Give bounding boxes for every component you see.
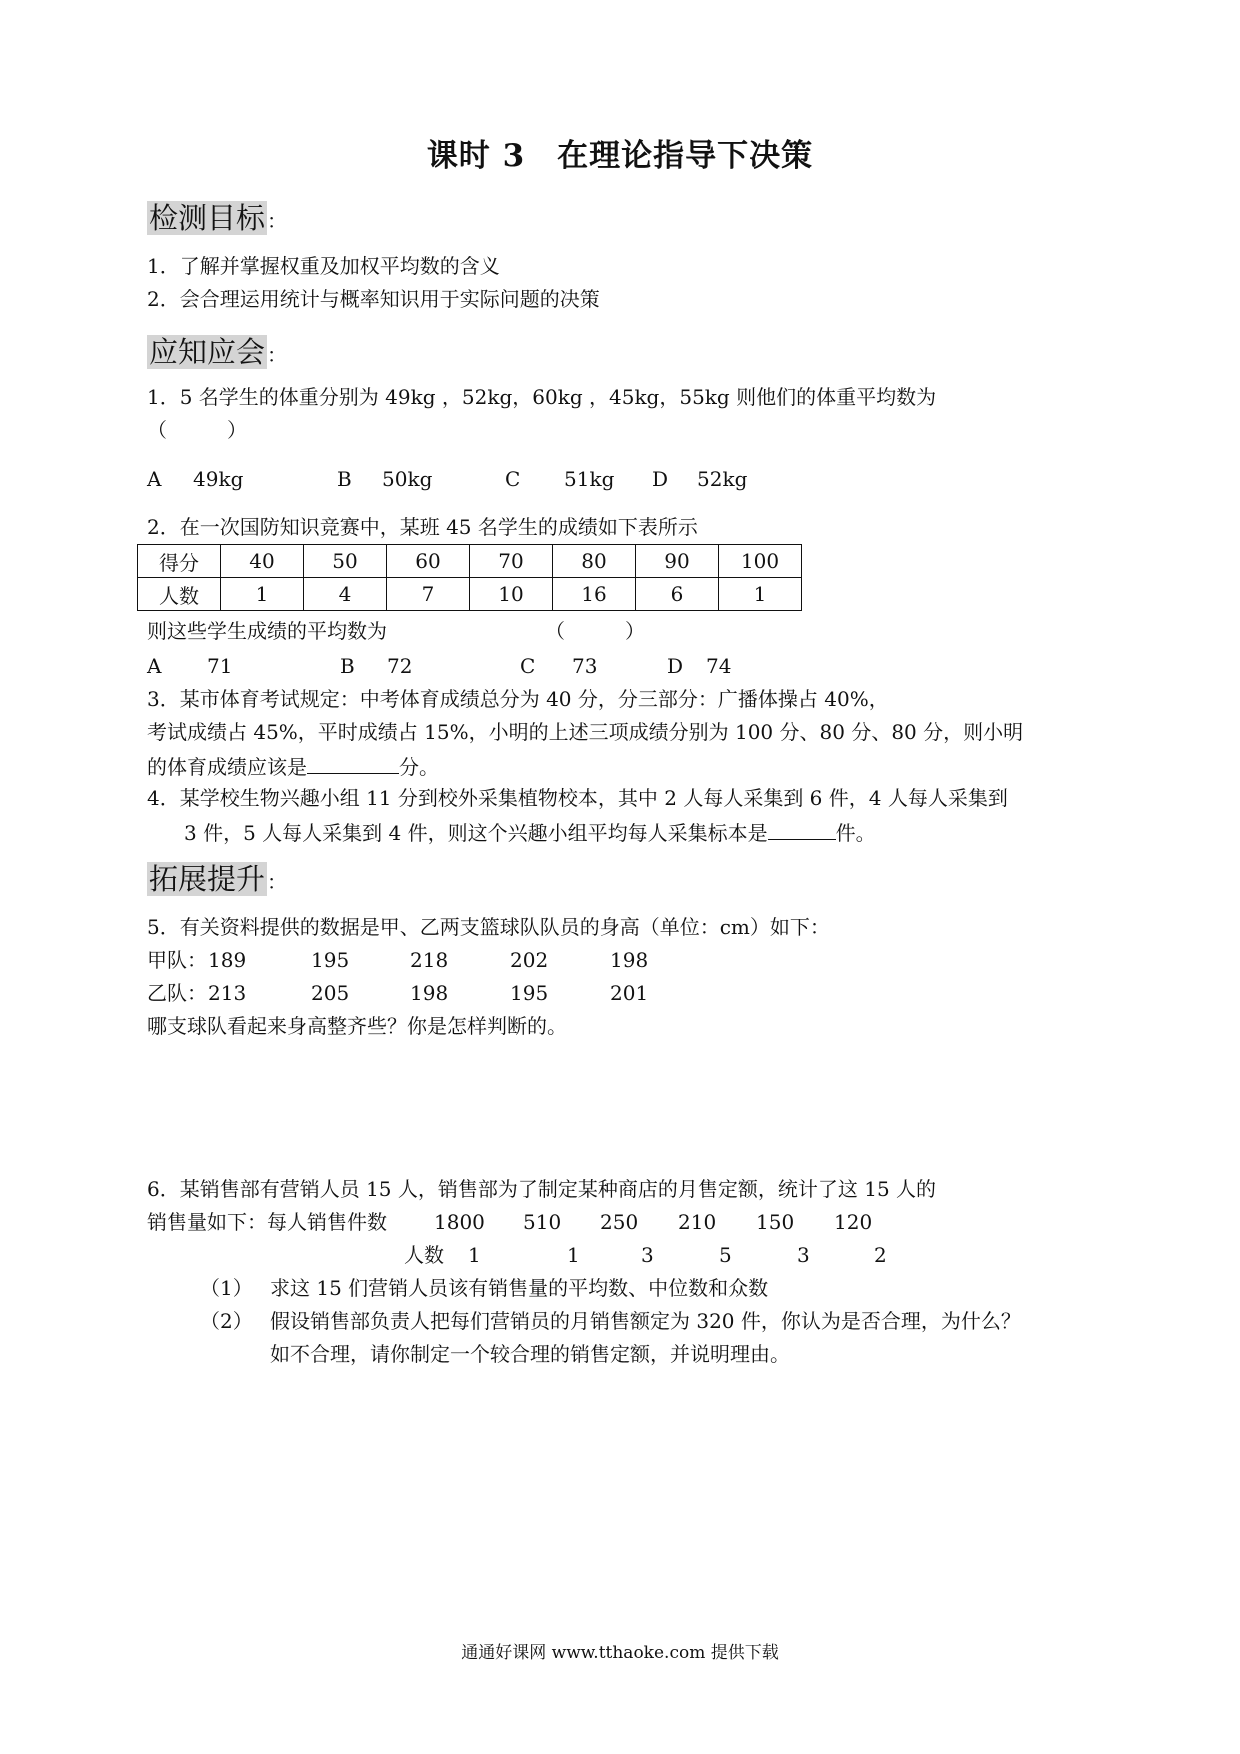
section-heading-basics-colon: ： <box>267 343 288 367</box>
sales-value: 1800 <box>434 1210 485 1234</box>
count-row-label: 人数 <box>404 1243 444 1267</box>
sales-value: 120 <box>834 1210 873 1234</box>
question-2-option-b-label: B <box>340 654 355 678</box>
sub-question-2-number: （2） <box>200 1309 253 1333</box>
question-2-prompt: 则这些学生成绩的平均数为 <box>147 619 387 643</box>
score-table-cell: 4 <box>304 578 387 611</box>
question-3-unit: 分。 <box>399 755 439 779</box>
score-table-cell: 70 <box>470 545 553 578</box>
score-table <box>137 544 802 611</box>
question-1-stem: 1．5 名学生的体重分别为 49kg ，52kg，60kg ，45kg，55kg 则他们的体重平均数为 <box>147 385 937 409</box>
question-2-option-d-text: 74 <box>706 654 732 678</box>
option-label: A <box>147 467 162 491</box>
team-b-height: 201 <box>610 981 649 1005</box>
question-2-answer-paren: （ ） <box>545 619 645 643</box>
section-heading-advanced <box>147 857 287 898</box>
score-table-cell: 1 <box>221 578 304 611</box>
question-3-answer-blank[interactable] <box>307 751 399 774</box>
team-b-height: 213 <box>208 981 247 1005</box>
question-2-option-a-text: 71 <box>207 654 233 678</box>
score-table-row-counts <box>138 578 802 611</box>
question-2-option-c-text: 73 <box>572 654 598 678</box>
team-b-label: 乙队： <box>147 981 207 1005</box>
team-a-height: 189 <box>208 948 247 972</box>
score-table-cell: 10 <box>470 578 553 611</box>
page-footer: 通通好课网 www.tthaoke.com 提供下载 <box>461 1643 779 1663</box>
sub-question-1-text: 求这 15 们营销人员该有销售量的平均数、中位数和众数 <box>270 1276 769 1300</box>
section-heading-basics-text: 应知应会 <box>149 335 266 369</box>
question-1-option-a <box>147 465 161 493</box>
count-value: 2 <box>874 1243 887 1267</box>
sales-value: 510 <box>523 1210 562 1234</box>
sub-question-2-text: 假设销售部负责人把每们营销员的月销售额定为 320 件，你认为是否合理，为什么？ <box>270 1309 1021 1333</box>
count-value: 1 <box>567 1243 580 1267</box>
team-a-height: 198 <box>610 948 649 972</box>
question-2-option-d-label: D <box>667 654 684 678</box>
score-table-cell: 40 <box>221 545 304 578</box>
count-value: 3 <box>797 1243 810 1267</box>
goal-item: 2．会合理运用统计与概率知识用于实际问题的决策 <box>147 287 600 311</box>
question-4-line: 4．某学校生物兴趣小组 11 分到校外采集植物校本，其中 2 人每人采集到 6 件，4 人每人采集到 <box>147 786 1008 810</box>
sales-value: 210 <box>678 1210 717 1234</box>
section-heading-goals-text: 检测目标 <box>149 201 266 235</box>
section-heading-basics <box>147 330 287 371</box>
question-4-text: 3 件，5 人每人采集到 4 件，则这个兴趣小组平均每人采集标本是 <box>184 821 768 845</box>
question-1-option-b-label: B <box>337 467 352 491</box>
team-b-height: 195 <box>510 981 549 1005</box>
question-5-prompt: 哪支球队看起来身高整齐些？你是怎样判断的。 <box>147 1014 567 1038</box>
question-1-answer-paren: （ ） <box>147 418 247 442</box>
question-1-option-d-label: D <box>652 467 669 491</box>
question-4-answer-blank[interactable] <box>768 817 836 840</box>
count-value: 3 <box>641 1243 654 1267</box>
question-1-option-d-text: 52kg <box>697 467 748 491</box>
question-3-line: 3．某市体育考试规定：中考体育成绩总分为 40 分，分三部分：广播体操占 40%， <box>147 687 889 711</box>
question-6-line: 6．某销售部有营销人员 15 人，销售部为了制定某种商店的月售定额，统计了这 15 人的 <box>147 1177 937 1201</box>
team-b-height: 198 <box>410 981 449 1005</box>
question-2-option-a-label: A <box>147 654 162 678</box>
question-4-line <box>184 817 876 847</box>
section-heading-advanced-text: 拓展提升 <box>149 862 266 896</box>
score-table-row-scores <box>138 545 802 578</box>
question-1-option-a-text: 49kg <box>193 467 244 491</box>
sales-value: 150 <box>756 1210 795 1234</box>
team-a-height: 202 <box>510 948 549 972</box>
score-table-cell: 60 <box>387 545 470 578</box>
count-value: 5 <box>719 1243 732 1267</box>
sub-question-1-number: （1） <box>200 1276 253 1300</box>
question-3-text: 的体育成绩应该是 <box>147 755 307 779</box>
score-table-cell: 7 <box>387 578 470 611</box>
question-5-stem: 5．有关资料提供的数据是甲、乙两支篮球队队员的身高（单位：cm）如下： <box>147 915 830 939</box>
score-table-cell: 100 <box>719 545 802 578</box>
score-table-header: 人数 <box>138 578 221 611</box>
question-2-option-b-text: 72 <box>387 654 413 678</box>
score-table-cell: 1 <box>719 578 802 611</box>
goal-item: 1．了解并掌握权重及加权平均数的含义 <box>147 254 500 278</box>
team-a-height: 195 <box>311 948 350 972</box>
score-table-cell: 6 <box>636 578 719 611</box>
score-table-cell: 50 <box>304 545 387 578</box>
question-1-option-b-text: 50kg <box>382 467 433 491</box>
score-table-header: 得分 <box>138 545 221 578</box>
question-3-line: 考试成绩占 45%，平时成绩占 15%，小明的上述三项成绩分别为 100 分、80 分、80 分，则小明 <box>147 720 1024 744</box>
sales-row-label: 销售量如下：每人销售件数 <box>147 1210 387 1234</box>
section-heading-advanced-colon: ： <box>267 870 288 894</box>
score-table-cell: 90 <box>636 545 719 578</box>
team-a-label: 甲队： <box>147 948 207 972</box>
count-value: 1 <box>468 1243 481 1267</box>
question-3-line <box>147 751 439 781</box>
page-title: 课时 3 在理论指导下决策 <box>426 138 814 174</box>
score-table-cell: 16 <box>553 578 636 611</box>
question-4-unit: 件。 <box>835 821 876 845</box>
question-1-option-c-text: 51kg <box>564 467 615 491</box>
question-1-option-c-label: C <box>505 467 521 491</box>
sales-value: 250 <box>600 1210 639 1234</box>
team-a-height: 218 <box>410 948 449 972</box>
section-heading-goals <box>147 196 287 237</box>
score-table-cell: 80 <box>553 545 636 578</box>
team-b-height: 205 <box>311 981 350 1005</box>
question-2-option-c-label: C <box>520 654 536 678</box>
sub-question-2-text-continued: 如不合理，请你制定一个较合理的销售定额，并说明理由。 <box>270 1342 790 1366</box>
section-heading-goals-colon: ： <box>267 209 288 233</box>
question-2-stem: 2．在一次国防知识竞赛中，某班 45 名学生的成绩如下表所示 <box>147 515 698 539</box>
